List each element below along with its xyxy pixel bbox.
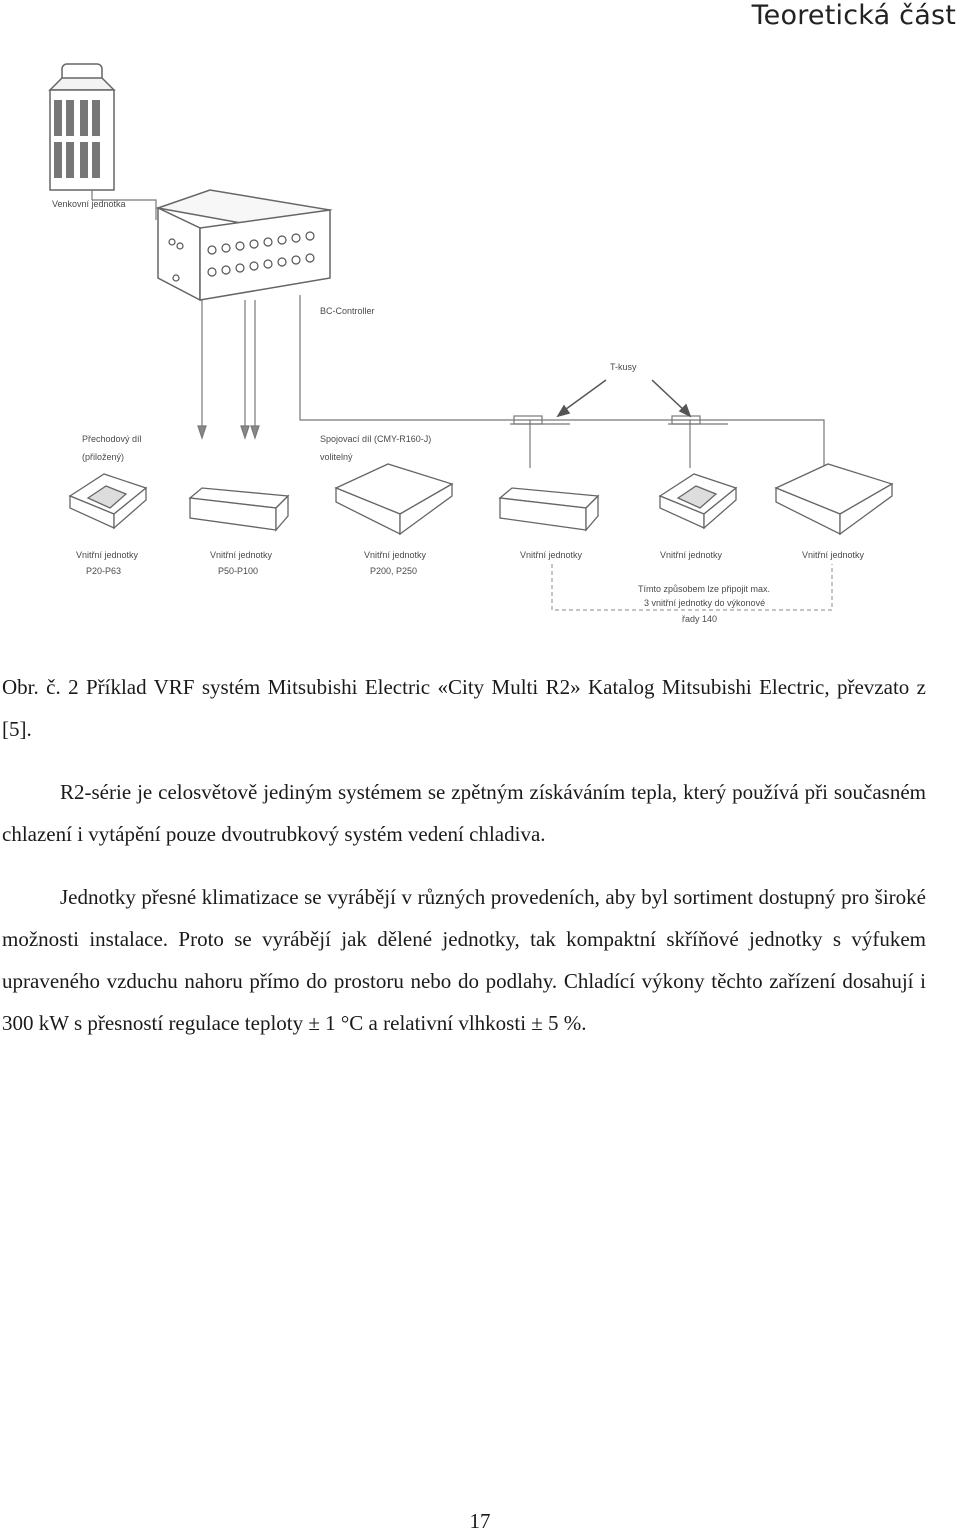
indoor-unit-model-3: P200, P250 bbox=[370, 566, 418, 576]
indoor-unit-label-2: Vnitřní jednotky bbox=[210, 550, 273, 560]
ceiling-unit-3 bbox=[336, 464, 452, 534]
joint-part-note: volitelný bbox=[320, 452, 353, 462]
bc-controller-illustration bbox=[158, 190, 330, 300]
connection-note-line-2: 3 vnitřní jednotky do výkonové bbox=[644, 598, 766, 608]
cassette-unit-1 bbox=[70, 474, 146, 528]
indoor-unit-label-5: Vnitřní jednotky bbox=[660, 550, 723, 560]
cassette-unit-5 bbox=[660, 474, 736, 528]
connection-note-line-1: Tímto způsobem lze připojit max. bbox=[638, 584, 771, 594]
vrf-system-diagram bbox=[40, 50, 920, 650]
outdoor-unit-label: Venkovní jednotka bbox=[52, 199, 126, 209]
joint-part-label: Spojovací díl (CMY-R160-J) bbox=[320, 434, 432, 444]
transition-part-label: Přechodový díl bbox=[82, 434, 142, 444]
page-number: 17 bbox=[469, 1509, 491, 1533]
indoor-unit-label-1: Vnitřní jednotky bbox=[76, 550, 139, 560]
indoor-unit-label-3: Vnitřní jednotky bbox=[364, 550, 427, 560]
indoor-unit-label-6: Vnitřní jednotky bbox=[802, 550, 865, 560]
wall-unit-4 bbox=[500, 488, 598, 530]
figure-caption: Obr. č. 2 Příklad VRF systém Mitsubishi Electric «City Multi R2» Katalog Mitsubishi Electric, převzato z [5]. bbox=[2, 675, 926, 741]
bc-controller-label: BC-Controller bbox=[320, 306, 375, 316]
connection-note-line-3: řady 140 bbox=[682, 614, 718, 624]
indoor-unit-model-2: P50-P100 bbox=[218, 566, 259, 576]
page-header: Teoretická část bbox=[751, 0, 956, 31]
ceiling-unit-6 bbox=[776, 464, 892, 534]
indoor-unit-label-4: Vnitřní jednotky bbox=[520, 550, 583, 560]
transition-part-note: (přiložený) bbox=[82, 452, 125, 462]
paragraph-1: R2-série je celosvětově jediným systémem se zpětným získáváním tepla, který používá při současném chlazení i vytápění pouze dvoutrubkový systém vedení chladiva. bbox=[2, 780, 926, 846]
t-piece-label: T-kusy bbox=[610, 362, 637, 372]
paragraph-2: Jednotky přesné klimatizace se vyrábějí v různých provedeních, aby byl sortiment dostupný pro široké možnosti instalace. Proto se vyrábějí jak dělené jednotky, tak kompaktní skříňové jednotky s výfukem upraveného vzduchu nahoru přímo do prostoru nebo do podlahy. Chladící výkony těchto zařízení dosahují i 300 kW s přesností regulace teploty ± 1 °C a relativní vlhkosti ± 5 %. bbox=[2, 885, 926, 1035]
outdoor-unit-illustration bbox=[50, 64, 114, 190]
t-piece-arrows bbox=[558, 380, 690, 416]
indoor-unit-model-1: P20-P63 bbox=[86, 566, 122, 576]
wall-unit-2 bbox=[190, 488, 288, 530]
